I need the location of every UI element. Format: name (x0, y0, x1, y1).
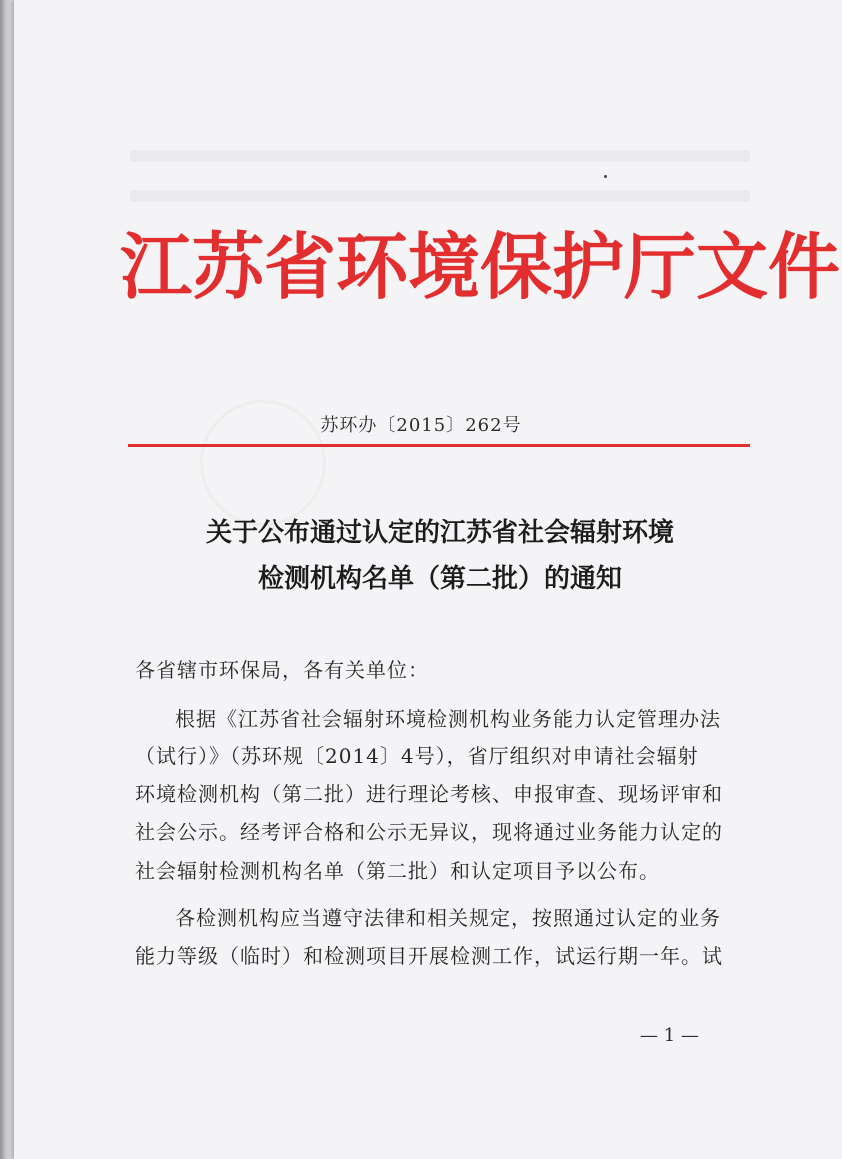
scan-speck (604, 175, 607, 178)
document-masthead: 江苏省环境保护厅文件 (120, 225, 841, 309)
paragraph-1-line: 社会辐射检测机构名单（第二批）和认定项目予以公布。 (135, 859, 660, 883)
paragraph-1-line: 环境检测机构（第二批）进行理论考核、申报审查、现场评审和 (135, 782, 723, 806)
notice-title-line-1: 关于公布通过认定的江苏省社会辐射环境 (205, 518, 674, 548)
document-number: 苏环办〔2015〕262号 (320, 415, 522, 436)
notice-title-line-2: 检测机构名单（第二批）的通知 (257, 564, 622, 594)
red-separator-line (128, 444, 750, 447)
paragraph-1-line: （试行）》（苏环规〔2014〕4号），省厅组织对申请社会辐射 (135, 744, 699, 768)
page-number: — 1 — (640, 1025, 699, 1046)
bleed-through-line (130, 190, 750, 202)
bleed-through-line (130, 150, 750, 162)
paragraph-1-line: 根据《江苏省社会辐射环境检测机构业务能力认定管理办法 (175, 707, 721, 731)
paragraph-2-line: 能力等级（临时）和检测项目开展检测工作，试运行期一年。试 (135, 944, 723, 968)
paragraph-2-line: 各检测机构应当遵守法律和相关规定，按照通过认定的业务 (175, 906, 721, 930)
salutation: 各省辖市环保局，各有关单位： (135, 658, 429, 682)
paragraph-1-line: 社会公示。经考评合格和公示无异议，现将通过业务能力认定的 (135, 820, 723, 844)
scanner-edge (0, 0, 14, 1159)
